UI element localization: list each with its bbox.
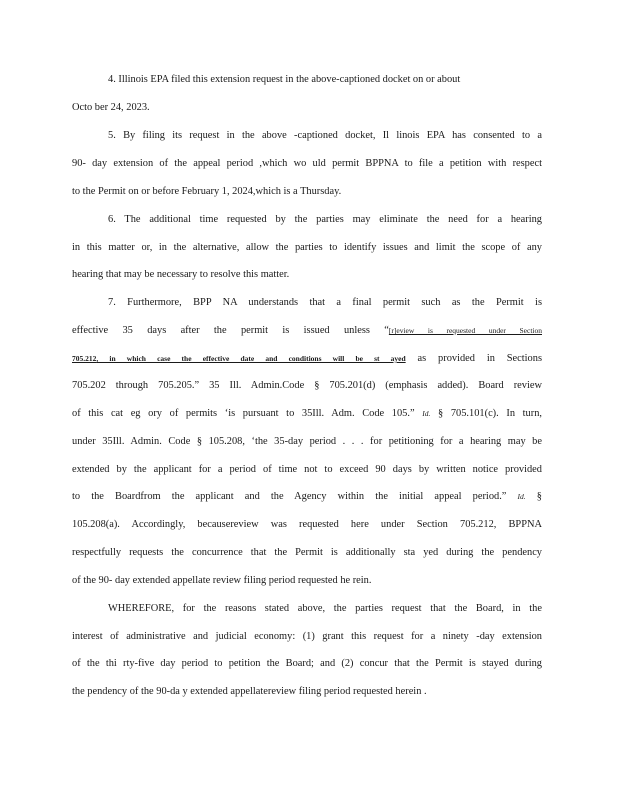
paragraph-7-line-9: 105.208(a). Accordingly, becausereview was requested here under Section 705.212, BPPNA [72, 519, 542, 530]
paragraph-7-line-11: of the 90- day extended appellate review filing period requested he rein. [72, 575, 372, 586]
wherefore-line-2: interest of administrative and judicial economy: (1) grant this request for a ninety -day extension [72, 631, 542, 642]
citation-id: Id. [422, 409, 431, 418]
paragraph-7-line-2 [72, 324, 542, 338]
quoted-emphasis-continued: , in which case the effective date and conditions will be st ayed [96, 354, 406, 363]
paragraph-5-line-2: 90- day extension of the appeal period ,which wo uld permit BPPNA to file a petition with respect [72, 158, 542, 169]
paragraph-7-line-10: respectfully requests the concurrence that the Permit is additionally sta yed during the pendency [72, 547, 542, 558]
section-reference: 705.212 [72, 354, 97, 363]
paragraph-5-line-1: 5. By filing its request in the above -captioned docket, Il linois EPA has consented to a [108, 130, 542, 141]
paragraph-7-line-5-text: of this cat eg ory of permits ‘is pursuant to 35Ill. Adm. Code 105.” [72, 408, 423, 419]
paragraph-7-line-6: under 35Ill. Admin. Code § 105.208, ‘the 35-day period . . . for petitioning for a hearing may be [72, 436, 542, 447]
paragraph-7-line-5 [72, 407, 542, 421]
paragraph-7-line-2-text: effective 35 days after the permit is issued unless “ [72, 325, 389, 336]
paragraph-4-line-1: 4. Illinois EPA filed this extension request in the above-captioned docket on or about [108, 74, 461, 85]
paragraph-7-line-3 [72, 352, 542, 366]
paragraph-6-line-1: 6. The additional time requested by the parties may eliminate the need for a hearing [108, 214, 542, 225]
paragraph-6-line-2: in this matter or, in the alternative, allow the parties to identify issues and limit the scope of any [72, 242, 542, 253]
wherefore-line-4: the pendency of the 90-da y extended appellatereview filing period requested herein . [72, 686, 427, 697]
wherefore-line-1: WHEREFORE, for the reasons stated above, the parties request that the Board, in the [108, 603, 542, 614]
paragraph-7-line-3-tail: as provided in Sections [405, 353, 542, 364]
paragraph-7-line-5-tail: § 705.101(c). In turn, [430, 408, 542, 419]
paragraph-7-line-8-tail: § [525, 491, 542, 502]
citation-id: Id. [517, 492, 526, 501]
paragraph-7-line-8 [72, 490, 542, 504]
wherefore-line-3: of the thi rty-five day period to petition the Board; and (2) concur that the Permit is stayed during [72, 658, 542, 669]
quoted-emphasis-text: [r]eview is requested under Section [388, 326, 542, 335]
paragraph-7-line-1: 7. Furthermore, BPP NA understands that a final permit such as the Permit is [108, 297, 542, 308]
paragraph-7-line-7: extended by the applicant for a period of time not to exceed 90 days by written notice provided [72, 464, 542, 475]
paragraph-7-line-8-text: to the Boardfrom the applicant and the Agency within the initial appeal period.” [72, 491, 518, 502]
paragraph-4-line-2: Octo ber 24, 2023. [72, 102, 150, 113]
paragraph-6-line-3: hearing that may be necessary to resolve this matter. [72, 269, 290, 280]
paragraph-5-line-3: to the Permit on or before February 1, 2024,which is a Thursday. [72, 186, 342, 197]
paragraph-7-line-4: 705.202 through 705.205.” 35 Ill. Admin.Code § 705.201(d) (emphasis added). Board review [72, 380, 542, 391]
